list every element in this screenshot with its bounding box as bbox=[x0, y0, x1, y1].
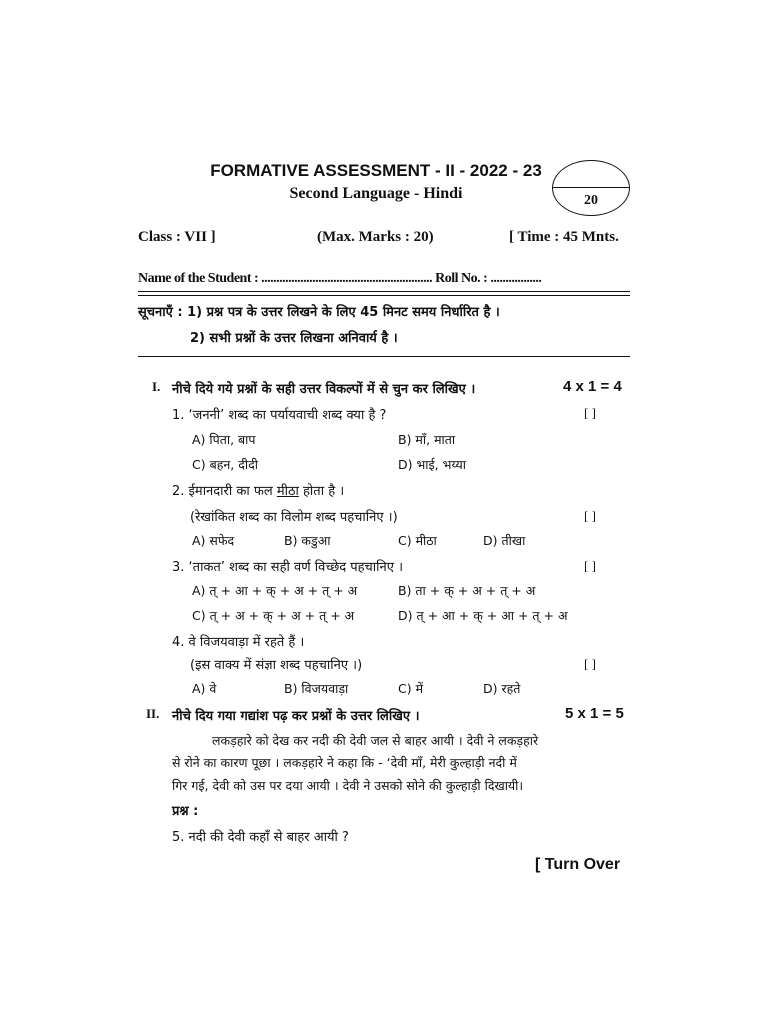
question-2-instruction: (रेखांकित शब्द का विलोम शब्द पहचानिए ।) bbox=[190, 510, 398, 525]
q3-option-a: A) त् + आ + क् + अ + त् + अ bbox=[192, 583, 358, 598]
section-2-number: II. bbox=[146, 706, 160, 721]
q1-option-c: C) बहन, दीदी bbox=[192, 457, 258, 472]
answer-bracket: [ ] bbox=[584, 508, 596, 523]
instruction-2: 2) सभी प्रश्नों के उत्तर लिखना अनिवार्य है । bbox=[190, 331, 398, 346]
divider bbox=[138, 291, 630, 292]
q2-option-c: C) मीठा bbox=[398, 533, 437, 548]
question-2: 2. ईमानदारी का फल मीठा होता है । bbox=[172, 484, 345, 499]
answer-bracket: [ ] bbox=[584, 558, 596, 573]
question-3: 3. ‘ताकत’ शब्द का सही वर्ण विच्छेद पहचानिए । bbox=[172, 560, 404, 575]
q3-option-b: B) ता + क् + अ + त् + अ bbox=[398, 583, 536, 598]
questions-label: प्रश्न : bbox=[172, 804, 199, 819]
total-marks: 20 bbox=[584, 193, 598, 208]
q2-option-a: A) सफेद bbox=[192, 533, 235, 548]
marks-box bbox=[552, 160, 630, 216]
q1-option-d: D) भाई, भय्या bbox=[398, 457, 466, 472]
instruction-1: सूचनाएँ : 1) प्रश्न पत्र के उत्तर लिखने के लिए 45 मिनट समय निर्धारित है । bbox=[138, 305, 500, 320]
question-4-instruction: (इस वाक्य में संज्ञा शब्द पहचानिए ।) bbox=[190, 658, 363, 673]
class-label: Class : VII ] bbox=[138, 229, 216, 245]
section-1-heading: नीचे दिये गये प्रश्नों के सही उत्तर विकल्पों में से चुन कर लिखिए । bbox=[172, 382, 476, 397]
page-subtitle: Second Language - Hindi bbox=[289, 185, 463, 202]
q3-option-d: D) त् + आ + क् + आ + त् + अ bbox=[398, 608, 568, 623]
turn-over-label: [ Turn Over bbox=[535, 856, 621, 873]
question-5: 5. नदी की देवी कहाँ से बाहर आयी ? bbox=[172, 830, 349, 845]
page-title: FORMATIVE ASSESSMENT - II - 2022 - 23 bbox=[210, 161, 542, 180]
divider bbox=[138, 295, 630, 296]
q3-option-c: C) त् + अ + क् + अ + त् + अ bbox=[192, 608, 355, 623]
underlined-word: मीठा bbox=[276, 484, 299, 499]
q4-option-d: D) रहते bbox=[483, 681, 521, 696]
divider bbox=[138, 356, 630, 357]
q2-option-d: D) तीखा bbox=[483, 533, 526, 548]
section-1-number: I. bbox=[152, 379, 161, 394]
section-1-marks: 4 x 1 = 4 bbox=[563, 378, 622, 395]
q4-option-b: B) विजयवाड़ा bbox=[284, 681, 349, 696]
section-2-heading: नीचे दिय गया गद्यांश पढ़ कर प्रश्नों के उत्तर लिखिए । bbox=[172, 709, 420, 724]
question-4: 4. वे विजयवाड़ा में रहते हैं । bbox=[172, 635, 305, 650]
q1-option-a: A) पिता, बाप bbox=[192, 432, 256, 447]
q4-option-c: C) में bbox=[398, 681, 424, 696]
q1-option-b: B) माँ, माता bbox=[398, 432, 456, 447]
passage-line-3: गिर गई, देवी को उस पर दया आयी । देवी ने उसको सोने की कुल्हाड़ी दिखायी। bbox=[172, 778, 524, 793]
answer-bracket: [ ] bbox=[584, 405, 596, 420]
question-1: 1. ‘जननी’ शब्द का पर्यायवाची शब्द क्या है ? bbox=[172, 408, 387, 423]
passage-line-2: से रोने का कारण पूछा । लकड़हारे ने कहा कि - ‘देवी माँ, मेरी कुल्हाड़ी नदी में bbox=[172, 755, 517, 770]
answer-bracket: [ ] bbox=[584, 656, 596, 671]
max-marks-label: (Max. Marks : 20) bbox=[317, 229, 434, 245]
student-name-line: Name of the Student : ......................................................... Roll No. : ................. bbox=[138, 271, 542, 286]
q2-option-b: B) कडुआ bbox=[284, 533, 331, 548]
q4-option-a: A) वे bbox=[192, 681, 217, 696]
time-label: [ Time : 45 Mnts. bbox=[509, 229, 619, 245]
passage-line-1: लकड़हारे को देख कर नदी की देवी जल से बाहर आयी । देवी ने लकड़हारे bbox=[212, 733, 539, 748]
section-2-marks: 5 x 1 = 5 bbox=[565, 705, 624, 722]
